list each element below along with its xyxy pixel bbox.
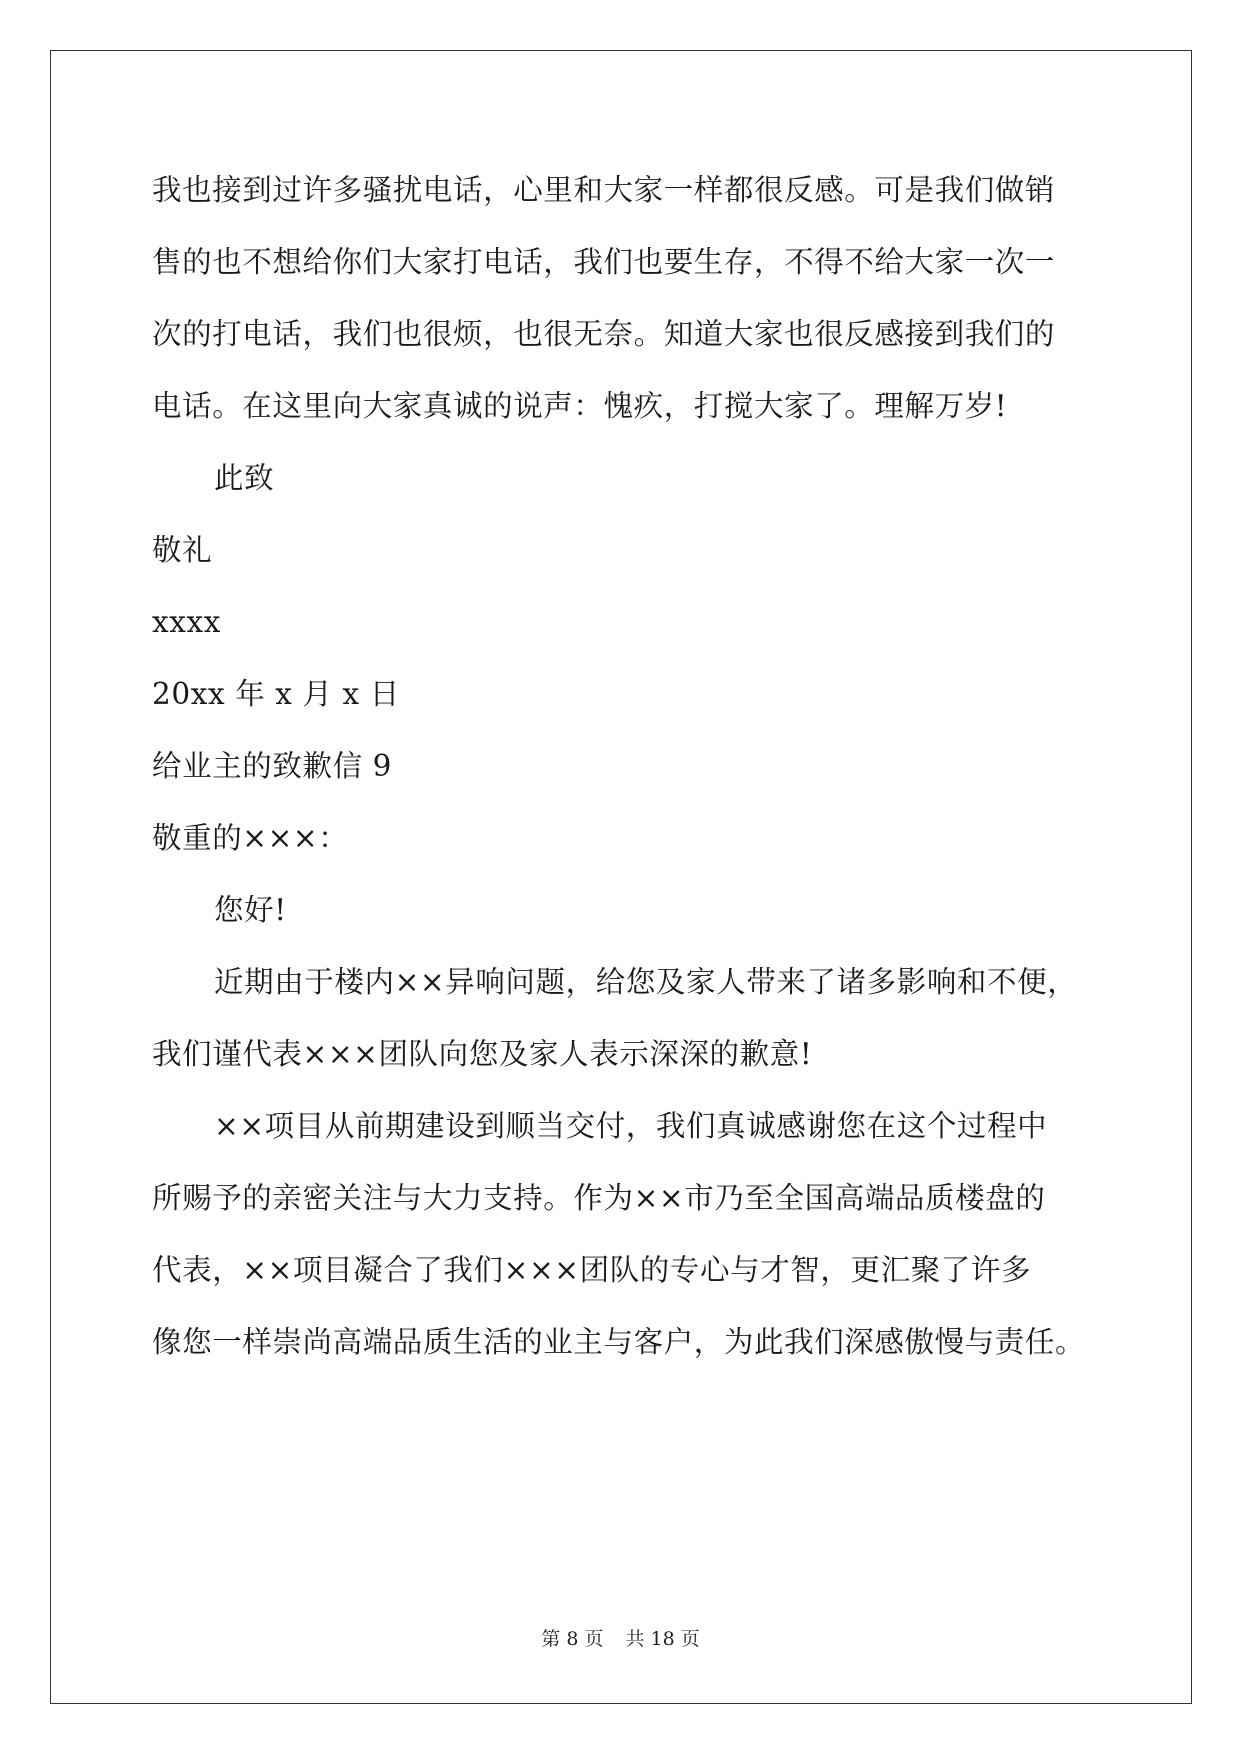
text-line: ××项目从前期建设到顺当交付，我们真诚感谢您在这个过程中 <box>214 1109 1048 1143</box>
text-line: 近期由于楼内××异响问题，给您及家人带来了诸多影响和不便， <box>214 965 1078 999</box>
text-line: 我们谨代表×××团队向您及家人表示深深的歉意! <box>152 1037 813 1071</box>
page-number: 第 8 页 <box>541 1628 604 1650</box>
recipient-greeting: 敬重的×××： <box>152 821 349 855</box>
letter-title: 给业主的致歉信 9 <box>152 749 393 783</box>
page-footer <box>0 1626 1241 1652</box>
closing-regards: 敬礼 <box>152 533 213 567</box>
letter-date: 20xx 年 x 月 x 日 <box>152 677 400 711</box>
closing-salutation: 此致 <box>214 461 275 495</box>
text-line: 像您一样崇尚高端品质生活的业主与客户，为此我们深感傲慢与责任。 <box>152 1325 1086 1359</box>
greeting-hello: 您好! <box>214 893 287 927</box>
text-line: 次的打电话，我们也很烦，也很无奈。知道大家也很反感接到我们的 <box>152 317 1056 351</box>
signature: xxxx <box>152 605 221 639</box>
page-total: 共 18 页 <box>625 1628 700 1650</box>
text-line: 电话。在这里向大家真诚的说声：愧疚，打搅大家了。理解万岁! <box>152 389 1008 423</box>
text-line: 售的也不想给你们大家打电话，我们也要生存，不得不给大家一次一 <box>152 245 1056 279</box>
text-line: 代表，××项目凝合了我们×××团队的专心与才智，更汇聚了许多 <box>152 1253 1032 1287</box>
page-border <box>50 50 1192 1704</box>
text-line: 所赐予的亲密关注与大力支持。作为××市乃至全国高端品质楼盘的 <box>152 1181 1046 1215</box>
text-line: 我也接到过许多骚扰电话，心里和大家一样都很反感。可是我们做销 <box>152 173 1056 207</box>
